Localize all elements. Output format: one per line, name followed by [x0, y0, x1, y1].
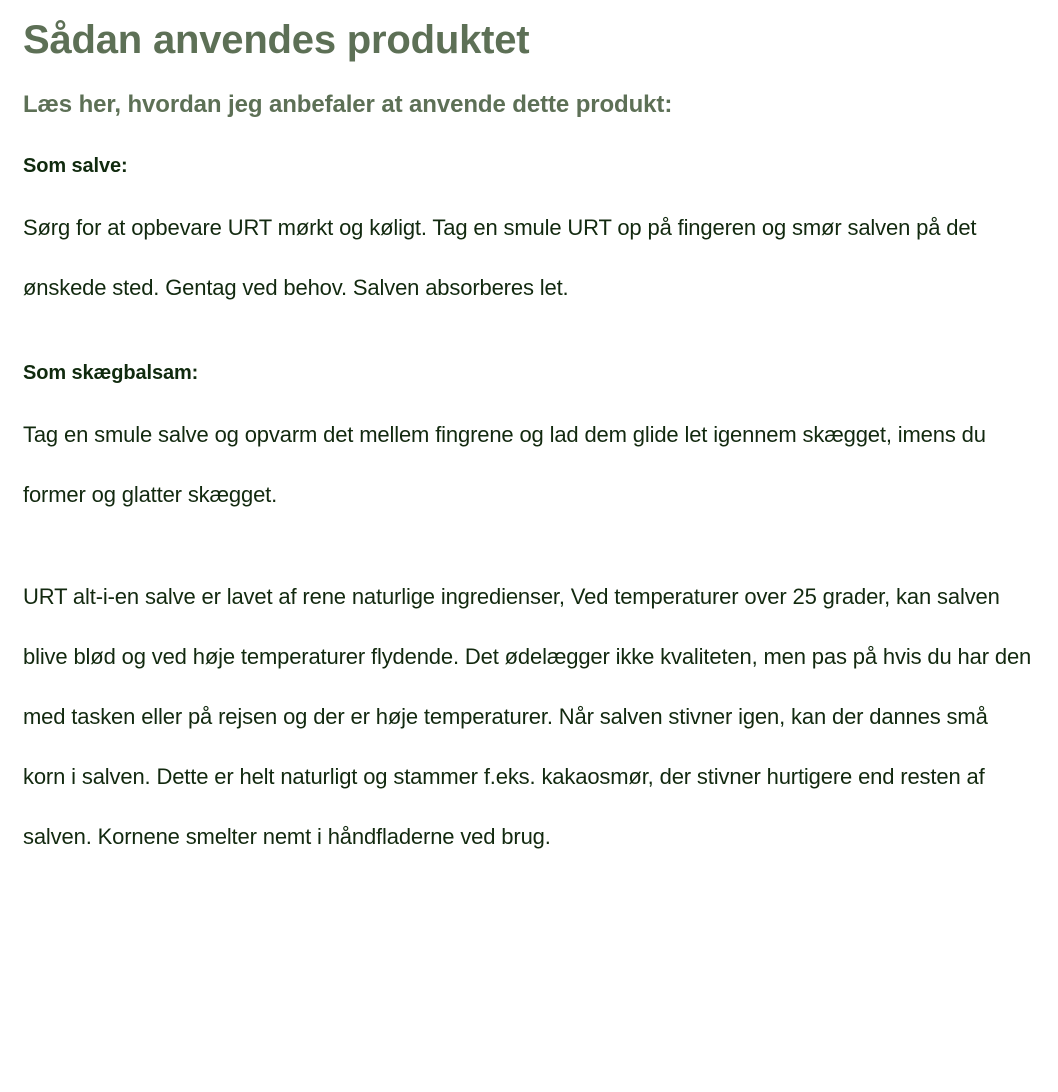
usage-section-salve — [23, 153, 1035, 318]
closing-note-text: URT alt-i-en salve er lavet af rene naturlige ingredienser, Ved temperaturer over 25 grader, kan salven blive blød og ved høje temperaturer flydende. Det ødelægger ikke kvaliteten, men pas på hvis du har den med tasken eller på rejsen og der er høje temperaturer. Når salven stivner igen, kan der dannes små korn i salven. Dette er helt naturligt og stammer f.eks. kakaosmør, der stivner hurtigere end resten af salven. Kornene smelter nemt i håndfladerne ved brug. — [23, 583, 1032, 849]
page-title: Sådan anvendes produktet — [23, 18, 530, 62]
usage-section-beardbalm-text: Tag en smule salve og opvarm det mellem fingrene og lad dem glide let igennem skægget, imens du former og glatter skægget. — [23, 421, 986, 507]
usage-section-beardbalm-heading: Som skægbalsam: — [23, 361, 199, 384]
usage-section-beardbalm — [23, 360, 1035, 525]
page-bottom-spacer — [23, 867, 1035, 891]
page-subtitle: Læs her, hvordan jeg anbefaler at anvende dette produkt: — [23, 90, 673, 118]
usage-section-salve-heading: Som salve: — [23, 154, 128, 177]
usage-section-salve-text: Sørg for at opbevare URT mørkt og køligt. Tag en smule URT op på fingeren og smør salven på det ønskede sted. Gentag ved behov. Salven absorberes let. — [23, 214, 977, 300]
closing-note — [23, 567, 1035, 867]
